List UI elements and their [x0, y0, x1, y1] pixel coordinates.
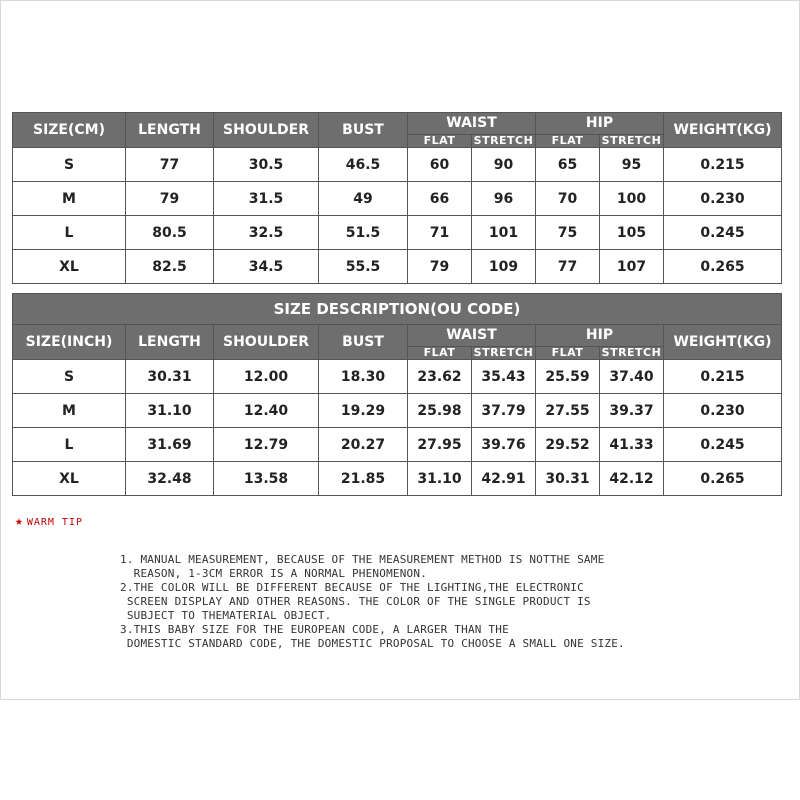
warm-tip-label: WARM TIP [26, 517, 83, 528]
table-cell: 20.27 [319, 428, 408, 462]
table-cell: 79 [408, 250, 472, 284]
table-cell: 71 [408, 216, 472, 250]
note-line: REASON, 1-3CM ERROR IS A NORMAL PHENOMENON. [120, 567, 428, 580]
table-row [13, 394, 782, 428]
subheader-hip-stretch: STRETCH [600, 347, 664, 360]
table-cell: 27.55 [536, 394, 600, 428]
size-label-cell: S [13, 148, 126, 182]
header-weight: WEIGHT(KG) [664, 325, 782, 360]
cm-table-body [13, 148, 782, 284]
table-row [13, 250, 782, 284]
subheader-hip-flat: FLAT [536, 135, 600, 148]
table-cell: 31.10 [408, 462, 472, 496]
table-cell: 37.79 [472, 394, 536, 428]
table-cell: 49 [319, 182, 408, 216]
table-cell: 32.48 [126, 462, 214, 496]
table-cell: 105 [600, 216, 664, 250]
subheader-hip-flat: FLAT [536, 347, 600, 360]
table-cell: 31.5 [214, 182, 319, 216]
table-cell: 25.98 [408, 394, 472, 428]
header-hip: HIP [536, 113, 664, 135]
table-row [13, 462, 782, 496]
subheader-waist-flat: FLAT [408, 347, 472, 360]
table-cell: 31.10 [126, 394, 214, 428]
table-cell: 0.215 [664, 148, 782, 182]
table-cell: 35.43 [472, 360, 536, 394]
table-cell: 25.59 [536, 360, 600, 394]
table-cell: 32.5 [214, 216, 319, 250]
note-line: DOMESTIC STANDARD CODE, THE DOMESTIC PROPOSAL TO CHOOSE A SMALL ONE SIZE. [120, 637, 625, 650]
table-cell: 109 [472, 250, 536, 284]
table-cell: 55.5 [319, 250, 408, 284]
table-cell: 0.245 [664, 428, 782, 462]
table-cell: 31.69 [126, 428, 214, 462]
table-cell: 66 [408, 182, 472, 216]
note-line: 2.THE COLOR WILL BE DIFFERENT BECAUSE OF THE LIGHTING,THE ELECTRONIC [120, 581, 584, 594]
table-cell: 46.5 [319, 148, 408, 182]
table-cell: 12.40 [214, 394, 319, 428]
table-cell: 13.58 [214, 462, 319, 496]
size-label-cell: M [13, 182, 126, 216]
table-cell: 41.33 [600, 428, 664, 462]
size-table-inch [12, 293, 782, 496]
star-icon: ★ [15, 514, 24, 529]
table-cell: 42.12 [600, 462, 664, 496]
table-cell: 90 [472, 148, 536, 182]
warm-tip [15, 514, 83, 529]
table-cell: 96 [472, 182, 536, 216]
header-waist: WAIST [408, 113, 536, 135]
size-label-cell: S [13, 360, 126, 394]
note-line: SUBJECT TO THEMATERIAL OBJECT. [120, 609, 332, 622]
table-cell: 23.62 [408, 360, 472, 394]
header-length: LENGTH [126, 113, 214, 148]
size-label-cell: XL [13, 250, 126, 284]
subheader-waist-stretch: STRETCH [472, 347, 536, 360]
table-cell: 12.79 [214, 428, 319, 462]
header-bust: BUST [319, 113, 408, 148]
header-shoulder: SHOULDER [214, 325, 319, 360]
table-cell: 12.00 [214, 360, 319, 394]
table-cell: 79 [126, 182, 214, 216]
table-cell: 77 [536, 250, 600, 284]
table-cell: 39.37 [600, 394, 664, 428]
note-line: 1. MANUAL MEASUREMENT, BECAUSE OF THE MEASUREMENT METHOD IS NOTTHE SAME [120, 553, 605, 566]
header-size: SIZE(INCH) [13, 325, 126, 360]
table-row [13, 148, 782, 182]
table-cell: 82.5 [126, 250, 214, 284]
subheader-waist-stretch: STRETCH [472, 135, 536, 148]
table-cell: 0.265 [664, 462, 782, 496]
subheader-waist-flat: FLAT [408, 135, 472, 148]
table-cell: 0.230 [664, 182, 782, 216]
table-cell: 42.91 [472, 462, 536, 496]
table-cell: 80.5 [126, 216, 214, 250]
table-cell: 107 [600, 250, 664, 284]
table-cell: 37.40 [600, 360, 664, 394]
table-cell: 30.31 [536, 462, 600, 496]
table-cell: 51.5 [319, 216, 408, 250]
table-cell: 39.76 [472, 428, 536, 462]
table-cell: 34.5 [214, 250, 319, 284]
table-cell: 0.245 [664, 216, 782, 250]
table-row [13, 182, 782, 216]
header-size: SIZE(CM) [13, 113, 126, 148]
size-label-cell: L [13, 428, 126, 462]
table-cell: 0.230 [664, 394, 782, 428]
table-cell: 0.265 [664, 250, 782, 284]
header-shoulder: SHOULDER [214, 113, 319, 148]
table-cell: 75 [536, 216, 600, 250]
size-label-cell: M [13, 394, 126, 428]
table-cell: 77 [126, 148, 214, 182]
size-label-cell: L [13, 216, 126, 250]
size-label-cell: XL [13, 462, 126, 496]
header-weight: WEIGHT(KG) [664, 113, 782, 148]
table-row [13, 216, 782, 250]
table-cell: 60 [408, 148, 472, 182]
table-row [13, 360, 782, 394]
table-cell: 29.52 [536, 428, 600, 462]
header-length: LENGTH [126, 325, 214, 360]
size-table-cm [12, 112, 782, 284]
notes-block [120, 553, 625, 651]
table-cell: 100 [600, 182, 664, 216]
size-description-title: SIZE DESCRIPTION(OU CODE) [13, 294, 782, 325]
table-cell: 30.31 [126, 360, 214, 394]
inch-table-body [13, 360, 782, 496]
note-line: SCREEN DISPLAY AND OTHER REASONS. THE COLOR OF THE SINGLE PRODUCT IS [120, 595, 591, 608]
table-cell: 0.215 [664, 360, 782, 394]
table-cell: 27.95 [408, 428, 472, 462]
header-hip: HIP [536, 325, 664, 347]
table-cell: 18.30 [319, 360, 408, 394]
table-cell: 95 [600, 148, 664, 182]
table-cell: 30.5 [214, 148, 319, 182]
note-line: 3.THIS BABY SIZE FOR THE EUROPEAN CODE, A LARGER THAN THE [120, 623, 509, 636]
table-cell: 19.29 [319, 394, 408, 428]
table-cell: 70 [536, 182, 600, 216]
header-waist: WAIST [408, 325, 536, 347]
header-bust: BUST [319, 325, 408, 360]
table-cell: 101 [472, 216, 536, 250]
subheader-hip-stretch: STRETCH [600, 135, 664, 148]
table-row [13, 428, 782, 462]
table-cell: 65 [536, 148, 600, 182]
table-cell: 21.85 [319, 462, 408, 496]
